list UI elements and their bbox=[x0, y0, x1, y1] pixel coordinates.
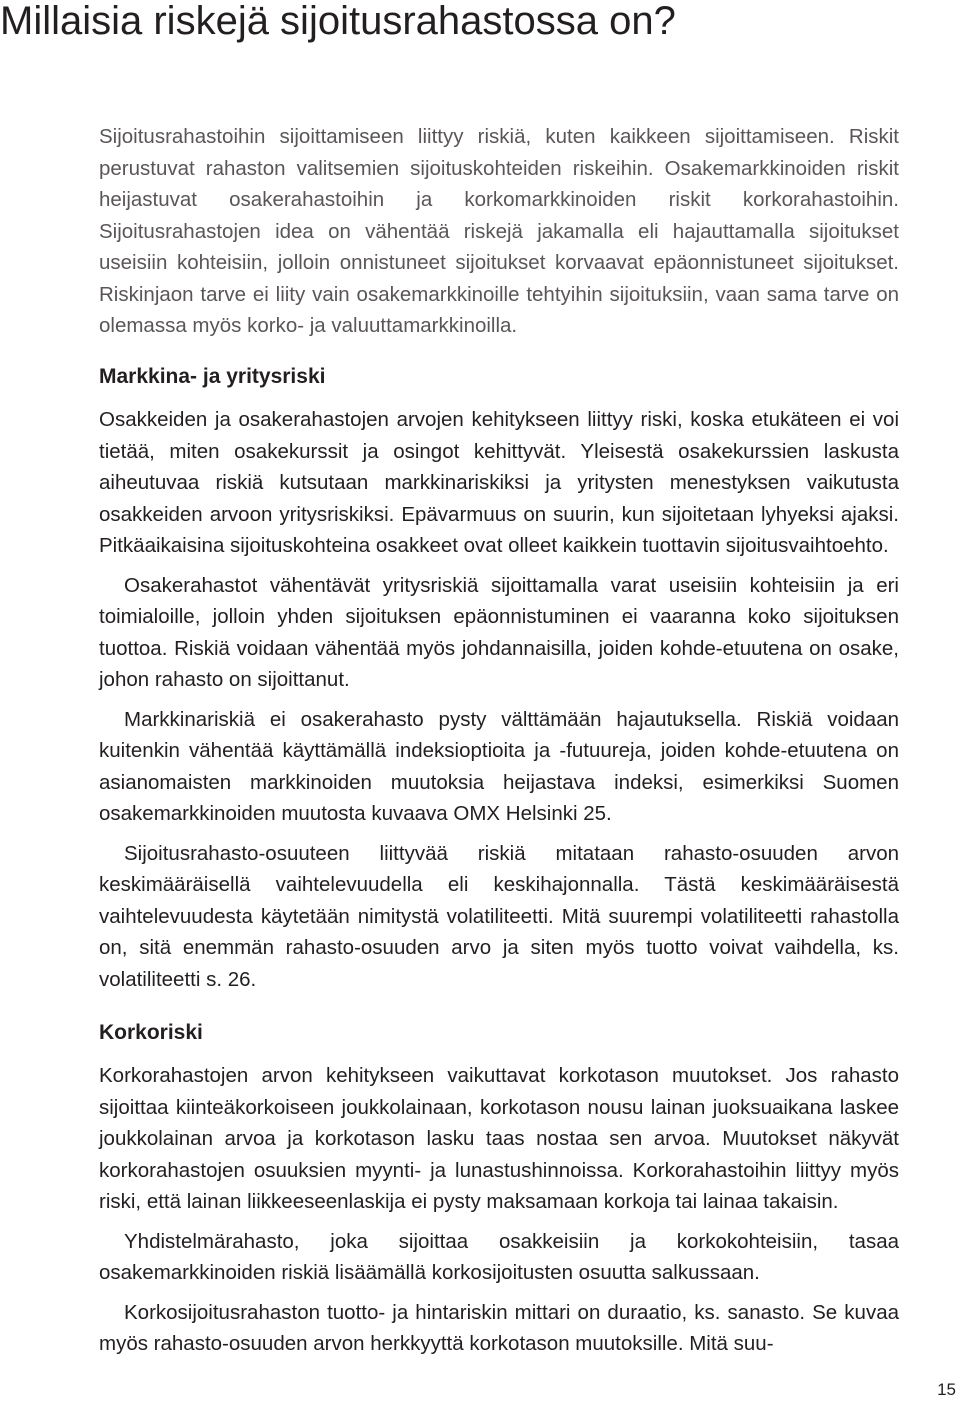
page-number: 15 bbox=[937, 1380, 956, 1399]
body-paragraph: Osakkeiden ja osakerahastojen arvojen kehitykseen liittyy riski, koska etukäteen ei voi tietää, miten osakekurssit ja osingot kehittyvät. Yleisestä osakekurssien laskusta aiheutuvaa riskiä kutsutaan markkinariskiksi ja yritysten menestyksen vaikutusta osakkeiden arvoon yritysriskiksi. Epävarmuus on suurin, kun sijoitetaan lyhyeksi ajaksi. Pitkäaikaisina sijoituskohteina osakkeet ovat olleet kaikkein tuottavin sijoitusvaihtoehto. bbox=[99, 408, 899, 557]
body-paragraph: Korkosijoitusrahaston tuotto- ja hintariskin mittari on duraatio, ks. sanasto. Se kuvaa myös rahasto-osuuden arvon herkkyyttä korkotason muutoksille. Mitä suu- bbox=[99, 1300, 899, 1355]
body-paragraph: Sijoitusrahasto-osuuteen liittyvää riskiä mitataan rahasto-osuuden arvon keskimääräisellä vaihtelevuudella eli keskihajonnalla. Tästä keskimääräisestä vaihtelevuudesta käytetään nimitystä volatiliteetti. Mitä suurempi volatiliteetti rahastolla on, sitä enemmän rahasto-osuuden arvo ja siten myös tuotto voivat vaihdella, ks. volatiliteetti s. 26. bbox=[99, 841, 899, 991]
body-paragraph: Markkinariskiä ei osakerahasto pysty välttämään hajautuksella. Riskiä voidaan kuitenkin vähentää käyttämällä indeksioptioita ja -futuureja, joiden kohde-etuutena on asianomaisten markkinoiden muutoksia heijastava indeksi, esimerkiksi Suomen osakemarkkinoiden muutosta kuvaava OMX Helsinki 25. bbox=[99, 707, 899, 825]
section-heading: Markkina- ja yritysriski bbox=[99, 365, 326, 388]
section-heading: Korkoriski bbox=[99, 1021, 203, 1044]
body-paragraph: Osakerahastot vähentävät yritysriskiä sijoittamalla varat useisiin kohteisiin ja eri toimialoille, jolloin yhden sijoituksen epäonnistuminen ei vaaranna koko sijoituksen tuottoa. Riskiä voidaan vähentää myös johdannaisilla, joiden kohde-etuutena on osake, johon rahasto on sijoittanut. bbox=[99, 573, 899, 691]
page-title: Millaisia riskejä sijoitusrahastossa on? bbox=[0, 0, 676, 43]
section-interest-rate-risk bbox=[99, 1018, 899, 1360]
intro-paragraph: Sijoitusrahastoihin sijoittamiseen liittyy riskiä, kuten kaikkeen sijoittamiseen. Riskit perustuvat rahaston valitsemien sijoituskohteiden riskeihin. Osakemarkkinoiden riskit heijastuvat osakerahastoihin ja korkomarkkinoiden riskit korkorahastoihin. Sijoitusrahastojen idea on vähentää riskejä jakamalla eli hajauttamalla sijoitukset useisiin kohteisiin, jolloin onnistuneet sijoitukset korvaavat epäonnistuneet sijoitukset. Riskinjaon tarve ei liity vain osakemarkkinoille tehtyihin sijoituksiin, vaan sama tarve on olemassa myös korko- ja valuuttamarkkinoilla. bbox=[99, 125, 899, 337]
body-paragraph: Korkorahastojen arvon kehitykseen vaikuttavat korkotason muutokset. Jos rahasto sijoittaa kiinteäkorkoiseen joukkolainaan, korkotason nousu lainan juoksuaikana laskee joukkolainan arvoa ja korkotason lasku taas nostaa sen arvoa. Muutokset näkyvät korkorahastojen osuuksien myynti- ja lunastushinnoissa. Korkorahastoihin liittyy myös riski, että lainan liikkeeseenlaskija ei pysty maksamaan korkoja tai lainaa takaisin. bbox=[99, 1064, 899, 1213]
section-market-risk bbox=[99, 362, 899, 995]
page-content bbox=[99, 362, 899, 1360]
body-paragraph: Yhdistelmärahasto, joka sijoittaa osakkeisiin ja korkokohteisiin, tasaa osakemarkkinoiden riskiä lisäämällä korkosijoitusten osuutta salkussaan. bbox=[99, 1229, 899, 1284]
